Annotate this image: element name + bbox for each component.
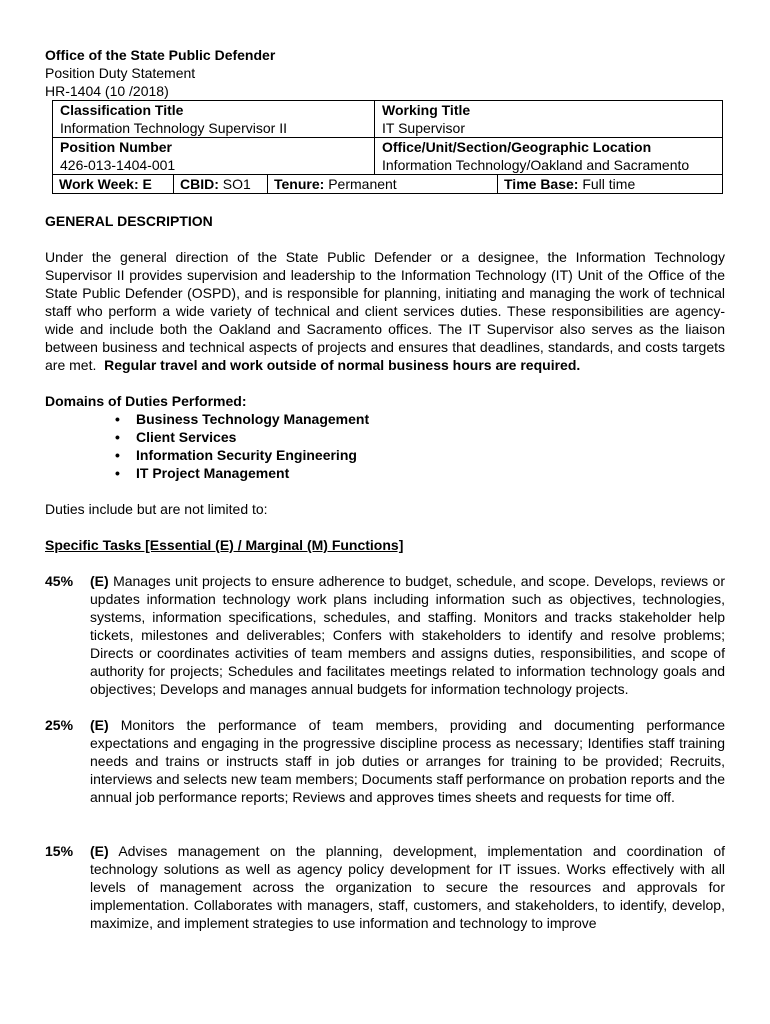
tenure-value: Permanent	[328, 176, 397, 192]
task-description: Monitors the performance of team members, providing and documenting performance expectations and engaging in the progressive discipline process as necessary; Identifies staff training needs and trains or instructs staff in job duties or arranges for training to be provided; Recruits, interviews and selects new team members; Documents staff performance on probation reports and the annual job performance reports; Reviews and approves times sheets and requests for time off.	[90, 717, 725, 805]
time-base-cell	[498, 175, 722, 193]
working-title-label: Working Title	[382, 102, 471, 118]
task-code: (E)	[90, 573, 109, 589]
office-cell	[375, 138, 723, 175]
classification-label: Classification Title	[60, 102, 184, 118]
list-item: • Client Services	[115, 428, 725, 446]
position-number-cell	[53, 138, 375, 175]
office-value: Information Technology/Oakland and Sacramento	[382, 157, 690, 173]
domains-heading: Domains of Duties Performed:	[45, 393, 247, 409]
work-week-cell	[53, 175, 174, 193]
org-name: Office of the State Public Defender	[45, 47, 276, 63]
cbid-cell	[174, 175, 268, 193]
work-week-value: E	[142, 176, 152, 192]
time-base-value: Full time	[582, 176, 636, 192]
cbid-value: SO1	[222, 176, 251, 192]
list-item: • Information Security Engineering	[115, 446, 725, 464]
task-percent: 15%	[45, 843, 74, 859]
general-description-heading: GENERAL DESCRIPTION	[45, 213, 213, 229]
task-item	[45, 842, 725, 932]
general-description-body	[45, 248, 725, 374]
working-title-value: IT Supervisor	[382, 120, 465, 136]
classification-cell	[53, 101, 375, 138]
work-week-row	[53, 175, 723, 194]
task-text	[90, 572, 725, 698]
task-text	[90, 842, 725, 932]
working-title-cell	[375, 101, 723, 138]
general-description-bold: Regular travel and work outside of normal business hours are required.	[104, 357, 581, 373]
task-percent: 25%	[45, 717, 74, 733]
tenure-cell	[268, 175, 498, 193]
task-code: (E)	[90, 717, 109, 733]
task-percent: 45%	[45, 573, 74, 589]
position-number-value: 426-013-1404-001	[60, 157, 176, 173]
classification-value: Information Technology Supervisor II	[60, 120, 287, 136]
task-code: (E)	[90, 843, 109, 859]
position-number-label: Position Number	[60, 139, 173, 155]
task-description: Advises management on the planning, development, implementation and coordination of technology solutions as well as agency policy development for IT issues. Works effectively with all levels of management across the organization to secure the resources and approvals for implementation. Collaborates with managers, staff, customers, and stakeholders, to identify, develop, maximize, and implement strategies to use information and technology to improve	[90, 843, 725, 931]
time-base-label: Time Base:	[504, 176, 579, 192]
tasks-heading: Specific Tasks [Essential (E) / Marginal (M) Functions]	[45, 537, 404, 553]
task-description: Manages unit projects to ensure adherence to budget, schedule, and scope. Develops, reviews or updates information technology work plans including information such as objectives, technologies, systems, information specifications, schedules, and staffing. Monitors and tracks stakeholder help tickets, milestones and deliverables; Confers with stakeholders to identify and resolve problems; Directs or coordinates activities of team members and assigns duties, responsibilities, and scope of authority for projects; Schedules and facilitates meetings related to information technology goals and objectives; Develops and manages annual budgets for information technology projects.	[90, 573, 725, 697]
task-item	[45, 572, 725, 698]
domains-list	[45, 410, 725, 482]
list-item: • Business Technology Management	[115, 410, 725, 428]
position-info-table	[52, 100, 723, 194]
work-week-label: Work Week:	[59, 176, 139, 192]
office-label: Office/Unit/Section/Geographic Location	[382, 139, 652, 155]
tenure-label: Tenure:	[274, 176, 325, 192]
form-number: HR-1404 (10 /2018)	[45, 83, 169, 99]
general-description-text: Under the general direction of the State Public Defender or a designee, the Information Technology Supervisor II provides supervision and leadership to the Information Technology (IT) Unit of the Office of the State Public Defender (OSPD), and is responsible for planning, initiating and managing the work of technical staff who perform a wide variety of technical and client services duties. These responsibilities are agency-wide and include both the Oakland and Sacramento offices. The IT Supervisor also serves as the liaison between business and technical aspects of projects and ensures that deadlines, standards, and costs targets are met.	[45, 249, 725, 373]
cbid-label: CBID:	[180, 176, 219, 192]
task-item	[45, 716, 725, 806]
task-text	[90, 716, 725, 806]
doc-type: Position Duty Statement	[45, 65, 196, 81]
list-item: • IT Project Management	[115, 464, 725, 482]
duties-intro: Duties include but are not limited to:	[45, 501, 268, 517]
